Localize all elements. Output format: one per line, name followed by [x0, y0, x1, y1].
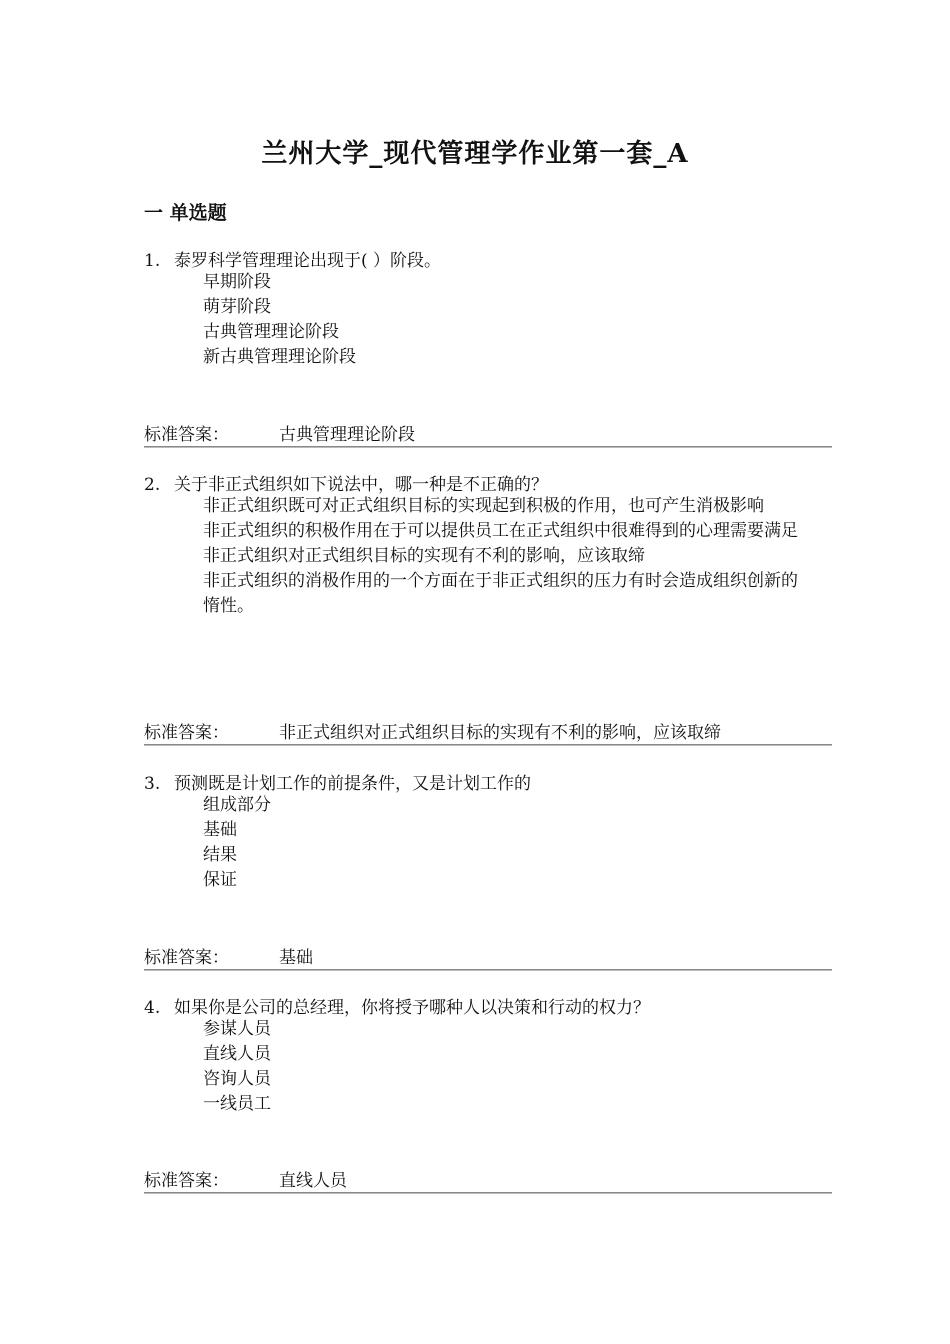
- option: 参谋人员: [203, 1019, 271, 1039]
- answer-label: 标准答案：: [144, 1171, 229, 1191]
- option: 直线人员: [203, 1044, 271, 1064]
- question-text: 预测既是计划工作的前提条件，又是计划工作的: [174, 774, 531, 794]
- answer-divider: [144, 744, 832, 746]
- answer-value: 非正式组织对正式组织目标的实现有不利的影响，应该取缔: [279, 723, 721, 743]
- option: 古典管理理论阶段: [203, 322, 339, 342]
- answer-label: 标准答案：: [144, 948, 229, 968]
- question-stem: [144, 993, 650, 1018]
- answer-value: 古典管理理论阶段: [279, 425, 415, 445]
- question-stem: [144, 470, 548, 495]
- question-number: 2.: [144, 475, 161, 495]
- question-number: 3.: [144, 774, 161, 794]
- option-list: [203, 270, 813, 370]
- answer-divider: [144, 446, 832, 448]
- option: 非正式组织对正式组织目标的实现有不利的影响，应该取缔: [203, 546, 645, 566]
- option: 早期阶段: [203, 272, 271, 292]
- question-stem: [144, 769, 531, 794]
- option: 基础: [203, 820, 237, 840]
- standard-answer: [144, 1166, 832, 1192]
- question-stem: [144, 246, 441, 271]
- answer-label: 标准答案：: [144, 425, 229, 445]
- standard-answer: [144, 420, 832, 446]
- option: 萌芽阶段: [203, 297, 271, 317]
- option-list: [203, 494, 813, 619]
- option: 非正式组织的消极作用的一个方面在于非正式组织的压力有时会造成组织创新的惰性。: [203, 571, 798, 616]
- option: 非正式组织既可对正式组织目标的实现起到积极的作用，也可产生消极影响: [203, 496, 764, 516]
- option: 保证: [203, 870, 237, 890]
- option: 一线员工: [203, 1094, 271, 1114]
- answer-label: 标准答案：: [144, 723, 229, 743]
- document-title: 兰州大学_现代管理学作业第一套_A: [261, 139, 689, 169]
- question-text: 如果你是公司的总经理，你将授予哪种人以决策和行动的权力？: [174, 998, 650, 1018]
- answer-value: 直线人员: [279, 1171, 347, 1191]
- section-heading: 一 单选题: [144, 202, 227, 224]
- option: 非正式组织的积极作用在于可以提供员工在正式组织中很难得到的心理需要满足: [203, 521, 798, 541]
- question-text: 关于非正式组织如下说法中，哪一种是不正确的？: [174, 475, 548, 495]
- question-text: 泰罗科学管理理论出现于( ）阶段。: [174, 251, 442, 271]
- option: 新古典管理理论阶段: [203, 347, 356, 367]
- standard-answer: [144, 718, 832, 744]
- option-list: [203, 1017, 813, 1117]
- option-list: [203, 793, 813, 893]
- standard-answer: [144, 943, 832, 969]
- answer-value: 基础: [279, 948, 313, 968]
- answer-divider: [144, 1192, 832, 1194]
- question-number: 1.: [144, 251, 161, 271]
- option: 咨询人员: [203, 1069, 271, 1089]
- option: 结果: [203, 845, 237, 865]
- answer-divider: [144, 969, 832, 971]
- question-number: 4.: [144, 998, 161, 1018]
- option: 组成部分: [203, 795, 271, 815]
